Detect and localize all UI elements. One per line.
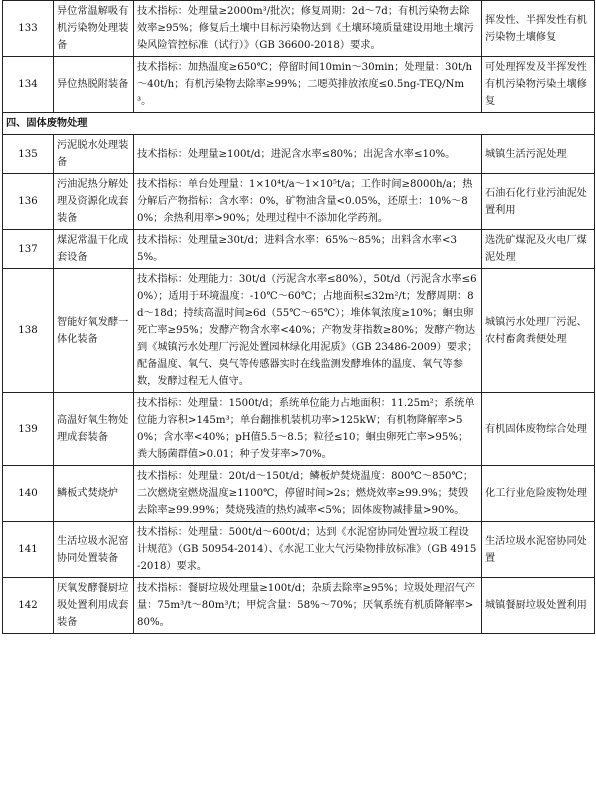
row-number: 138 [3, 269, 54, 393]
application-scope: 挥发性、半挥发性有机污染物土壤修复 [482, 1, 595, 57]
technical-spec: 技术指标：加热温度≥650℃；停留时间10min～30min；处理量：30t/h～40t/h；有机污染物去除率≥99%；二噁英排放浓度≤0.5ng-TEQ/Nm³。 [134, 57, 482, 113]
technical-spec: 技术指标：处理能力：30t/d（污泥含水率≤80%），50t/d（污泥含水率≤60%）；适用于环境温度：-10℃～60℃；占地面积≤32m²/t；发酵周期：8d～18d；持续高温时间≥6d（55℃～65℃）；堆体氧浓度≥10%；蛔虫卵死亡率≥95%；发酵产物含水率<40%；产物发芽指数≥80%；发酵产物达到《城镇污水处理厂污泥处置园林绿化用泥质》（GB 23486-2009）要求；配备温度、氧气、臭气等传感器实时在线监测发酵堆体的温度、氧气等参数，发酵过程无人值守。 [134, 269, 482, 393]
row-number: 135 [3, 135, 54, 174]
equipment-table [2, 0, 595, 634]
table-row [3, 135, 595, 174]
table-row [3, 466, 595, 522]
application-scope: 生活垃圾水泥窑协同处置 [482, 522, 595, 578]
section-header-row [3, 113, 595, 135]
table-row [3, 174, 595, 230]
technical-spec: 技术指标：处理量≥100t/d；进泥含水率≤80%；出泥含水率≤10%。 [134, 135, 482, 174]
application-scope: 可处理挥发及半挥发性有机污染物污染土壤修复 [482, 57, 595, 113]
equipment-name: 高温好氧生物处理成套装备 [54, 393, 134, 466]
equipment-name: 生活垃圾水泥窑协同处置装备 [54, 522, 134, 578]
technical-spec: 技术指标：单台处理量：1×10⁴t/a～1×10⁵t/a；工作时间≥8000h/a；热分解后产物指标：含水率：0%，矿物油含量<0.05%，还原土：10%～80%；余热利用率>90%；处理过程中不添加化学药剂。 [134, 174, 482, 230]
section-title: 四、固体废物处理 [3, 113, 595, 135]
technical-spec: 技术指标：处理量≥2000m³/批次；修复周期：2d～7d；有机污染物去除效率≥95%；修复后土壤中目标污染物达到《土壤环境质量建设用地土壤污染风险管控标准（试行）》（GB 36600-2018）要求。 [134, 1, 482, 57]
row-number: 133 [3, 1, 54, 57]
technical-spec: 技术指标：餐厨垃圾处理量≥100t/d；杂质去除率≥95%；垃圾处理沼气产量：75m³/t～80m³/t；甲烷含量：58%～70%；厌氧系统有机质降解率>80%。 [134, 578, 482, 634]
equipment-name: 异位热脱附装备 [54, 57, 134, 113]
equipment-name: 智能好氧发酵一体化装备 [54, 269, 134, 393]
row-number: 142 [3, 578, 54, 634]
table-row [3, 230, 595, 269]
table-row [3, 1, 595, 57]
table-row [3, 393, 595, 466]
application-scope: 石油石化行业污油泥处置利用 [482, 174, 595, 230]
application-scope: 选洗矿煤泥及火电厂煤泥处理 [482, 230, 595, 269]
row-number: 134 [3, 57, 54, 113]
table-row [3, 578, 595, 634]
technical-spec: 技术指标：处理量：1500t/d；系统单位能力占地面积：11.25m²；系统单位能力容积>145m³；单台翻推机装机功率>125kW；有机物降解率>50%；含水率<40%；pH值5.5～8.5；粒径≤10；蛔虫卵死亡率>95%；粪大肠菌群值>0.01；种子发芽率>70%。 [134, 393, 482, 466]
application-scope: 城镇餐厨垃圾处置利用 [482, 578, 595, 634]
row-number: 139 [3, 393, 54, 466]
application-scope: 城镇污水处理厂污泥、农村畜禽粪便处理 [482, 269, 595, 393]
application-scope: 城镇生活污泥处理 [482, 135, 595, 174]
equipment-name: 厌氧发酵餐厨垃圾处置利用成套装备 [54, 578, 134, 634]
application-scope: 化工行业危险废物处理 [482, 466, 595, 522]
equipment-name: 污油泥热分解处理及资源化成套装备 [54, 174, 134, 230]
table-row [3, 522, 595, 578]
technical-spec: 技术指标：处理量：500t/d～600t/d；达到《水泥窑协同处置垃圾工程设计规范》（GB 50954-2014）、《水泥工业大气污染物排放标准》（GB 4915-2018）要求。 [134, 522, 482, 578]
technical-spec: 技术指标：处理量≥30t/d；进料含水率：65%～85%；出料含水率<35%。 [134, 230, 482, 269]
application-scope: 有机固体废物综合处理 [482, 393, 595, 466]
row-number: 141 [3, 522, 54, 578]
section-row-group [3, 113, 595, 135]
equipment-name: 污泥脱水处理装备 [54, 135, 134, 174]
row-number: 140 [3, 466, 54, 522]
table-body-after [3, 135, 595, 634]
table-body-before [3, 1, 595, 113]
equipment-name: 煤泥常温干化成套设备 [54, 230, 134, 269]
equipment-name: 异位常温解吸有机污染物处理装备 [54, 1, 134, 57]
row-number: 137 [3, 230, 54, 269]
equipment-name: 鳞板式焚烧炉 [54, 466, 134, 522]
technical-spec: 技术指标：处理量：20t/d～150t/d；鳞板炉焚烧温度：800℃～850℃；二次燃烧室燃烧温度≥1100℃，停留时间>2s；燃烧效率≥99.9%；焚毁去除率≥99.99%；焚烧残渣的热灼减率<5%；固体废物减排量>90%。 [134, 466, 482, 522]
row-number: 136 [3, 174, 54, 230]
table-row [3, 269, 595, 393]
table-row [3, 57, 595, 113]
